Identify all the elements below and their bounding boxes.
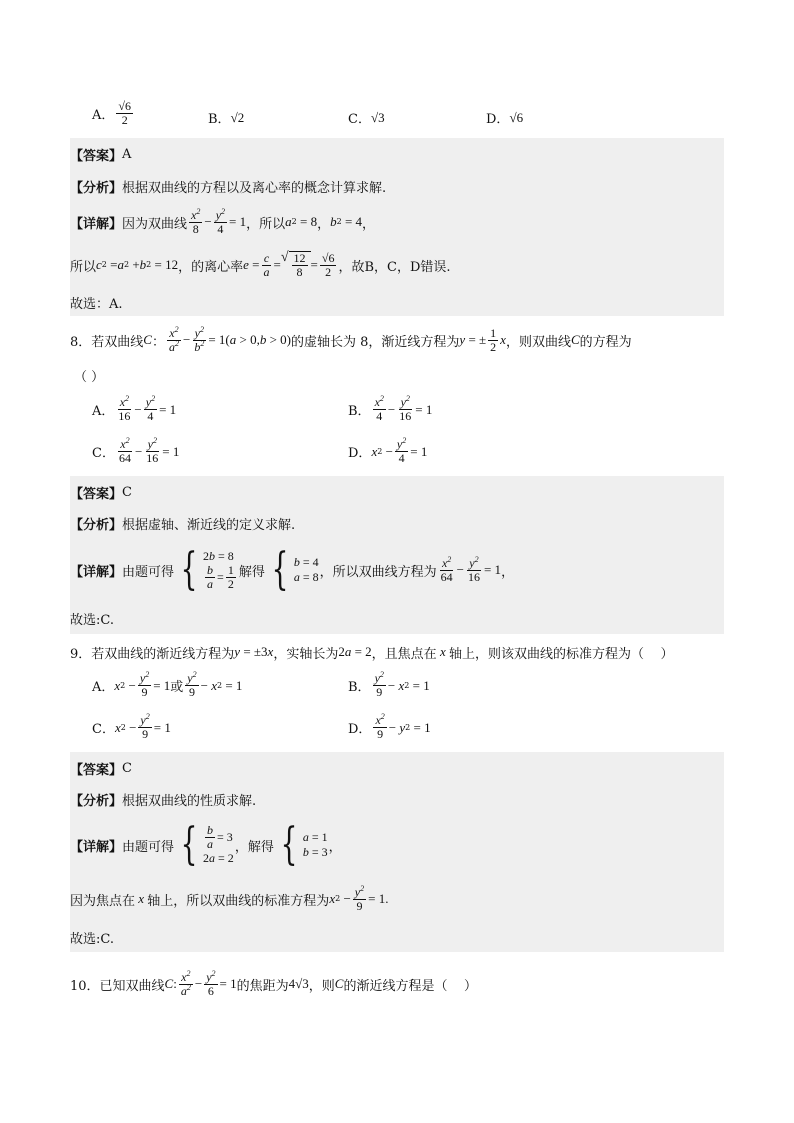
- q9-detail: 【详解】 由题可得 { $\frac{b}{a}$ = 3 2a = 2 ，解得 { a = 1 b = 3 ，: [70, 814, 724, 876]
- q10-stem: 10．已知双曲线 C : $\frac{x^2}{a^2}$ − $\frac{y^2}{6}$ = 1 的焦距为 4√3 ，则 C 的渐近线方程是（ ）: [70, 968, 477, 998]
- q8-stem: 8．若双曲线 C ： $\frac{x^2}{a^2}$ − $\frac{y^2}{b^2}$ = 1( a > 0, b > 0) 的虚轴长为 8，渐近线方程为 y = ± $\frac{1}{2}$ x ，则双曲线 C 的方程为: [70, 324, 632, 354]
- q8-option-c: C． $\frac{x^2}{64}$ − $\frac{y^2}{16}$ = 1: [92, 436, 180, 465]
- q8-option-d: D． x 2 − $\frac{y^2}{4}$ = 1: [348, 436, 428, 465]
- q7-analysis: 【分析】 根据双曲线的方程以及离心率的概念计算求解.: [70, 170, 724, 202]
- q9-option-b: B． $\frac{y^2}{9}$ − x 2 = 1: [348, 670, 430, 699]
- q7-option-c: C． √3: [348, 109, 385, 127]
- q8-analysis: 【分析】 根据虚轴、渐近线的定义求解.: [70, 508, 724, 538]
- q9-detail-line2: 因为焦点在 x 轴上，所以双曲线的标准方程为 x 2 − $\frac{y^2}{9}$ = 1.: [70, 876, 724, 922]
- q7-option-a: A． $\frac{√6}{2}$: [92, 99, 131, 127]
- q7-option-d: D． √6: [486, 109, 524, 127]
- q9-final: 故选:C.: [70, 922, 724, 952]
- q9-stem: 9．若双曲线的渐近线方程为 y = ±3 x ，实轴长为 2 a = 2 ，且焦点在 x 轴上，则该双曲线的标准方程为（ ）: [70, 644, 674, 662]
- q9-answer: 【答案】 C: [70, 752, 724, 784]
- q8-paren: （ ）: [74, 370, 105, 385]
- q9-option-a: A． x 2 − $\frac{y^2}{9}$ = 1 或 $\frac{y^2}{9}$ − x 2 = 1: [92, 670, 243, 699]
- q8-detail: 【详解】 由题可得 { 2b = 8 $\frac{b}{a}$ = $\frac{1}{2}$ 解得 { b = 4 a = 8 ，所以双曲线方程为 $\frac{x^2}{64}$ − $\frac{y^2}{16}$ = 1 ，: [70, 538, 724, 602]
- q7-detail-line1: 【详解】 因为双曲线 $\frac{x^2}{8}$ − $\frac{y^2}{4}$ = 1 ，所以 a 2 = 8 ， b 2 = 4 ，: [70, 202, 724, 242]
- q8-final: 故选:C.: [70, 602, 724, 634]
- q8-option-a: A． $\frac{x^2}{16}$ − $\frac{y^2}{4}$ = 1: [92, 394, 177, 423]
- q9-option-d: D． $\frac{x^2}{9}$ − y 2 = 1: [348, 712, 431, 741]
- q9-analysis: 【分析】 根据双曲线的性质求解.: [70, 784, 724, 814]
- q7-option-b: B． √2: [208, 109, 245, 127]
- q7-answer: 【答案】 A: [70, 138, 724, 170]
- q7-final: 故选：A.: [70, 288, 724, 316]
- q8-option-b: B． $\frac{x^2}{4}$ − $\frac{y^2}{16}$ = 1: [348, 394, 433, 423]
- q7-detail-line2: 所以 c 2 = a 2 + b 2 = 12 ，的离心率 e = $\frac{c}{a}$ = √ $\frac{12}{8}$ = $\frac{√6}{2}$ ，故B，C，D错误.: [70, 242, 724, 288]
- q9-option-c: C． x 2 − $\frac{y^2}{9}$ = 1: [92, 712, 171, 741]
- q8-answer: 【答案】 C: [70, 476, 724, 508]
